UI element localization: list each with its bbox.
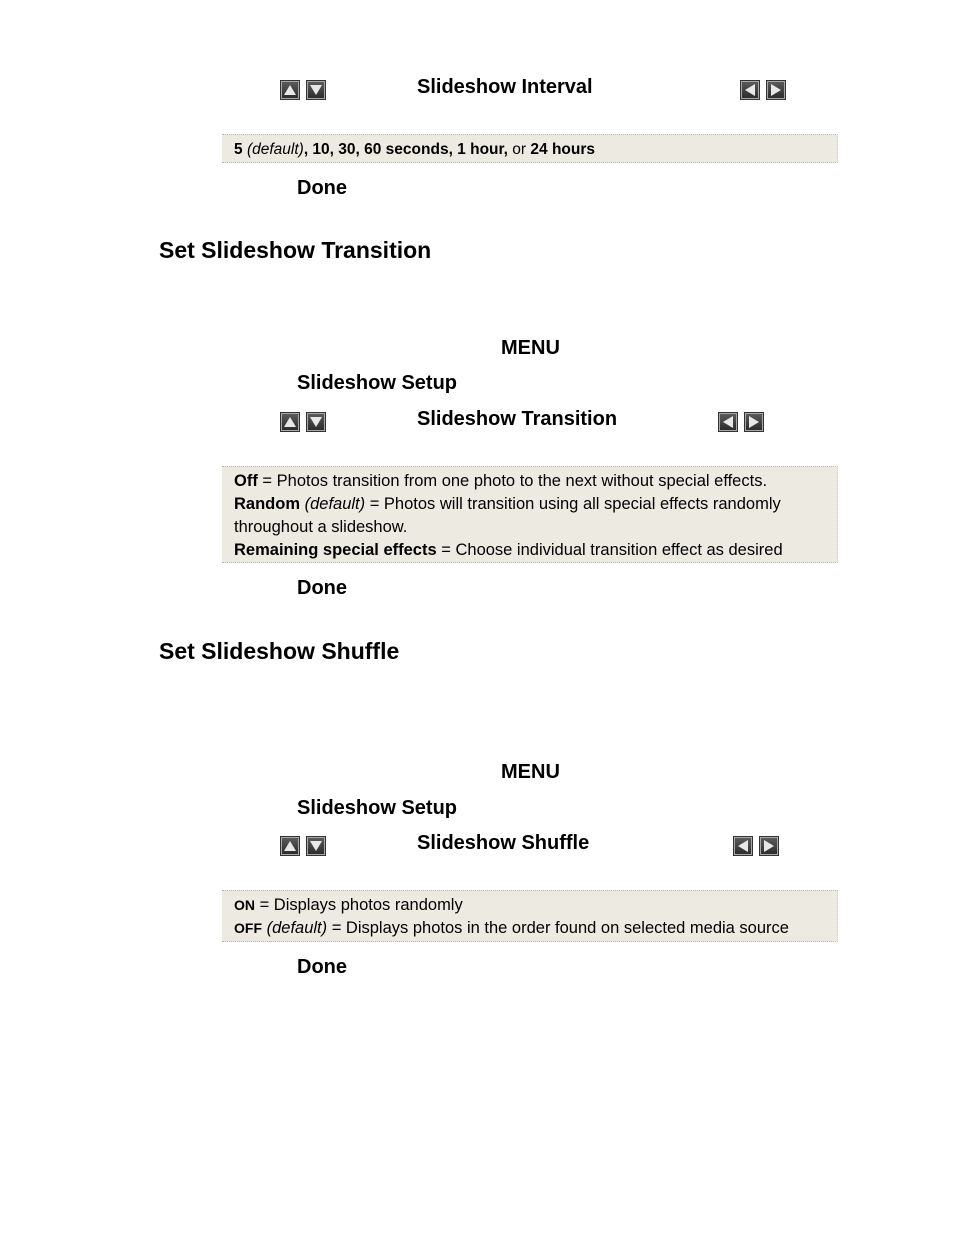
off-description: = Photos transition from one photo to the next without special effects. — [257, 472, 768, 490]
transition-random-line-2: throughout a slideshow. — [234, 518, 408, 536]
done-button-transition[interactable]: Done — [297, 577, 347, 599]
section-heading-transition: Set Slideshow Transition — [159, 237, 432, 263]
down-arrow-icon[interactable] — [307, 413, 325, 431]
slideshow-transition-title: Slideshow Transition — [417, 408, 618, 430]
right-arrow-icon[interactable] — [745, 413, 763, 431]
shuffle-off-line — [234, 917, 825, 940]
off-label: OFF — [234, 920, 262, 936]
slideshow-shuffle-title: Slideshow Shuffle — [417, 832, 590, 854]
random-description: = Photos will transition using all special effects randomly — [365, 495, 781, 513]
transition-off-line — [234, 470, 825, 493]
right-arrow-icon[interactable] — [760, 837, 778, 855]
default-tag: (default) — [246, 141, 304, 158]
done-button-interval[interactable]: Done — [297, 177, 347, 199]
transition-remaining-line — [234, 539, 825, 562]
slideshow-setup-label-transition: Slideshow Setup — [297, 372, 458, 394]
left-arrow-icon[interactable] — [719, 413, 737, 431]
up-arrow-icon[interactable] — [281, 413, 299, 431]
remaining-description: = Choose individual transition effect as desired — [436, 541, 783, 559]
remaining-label: Remaining special effects — [234, 541, 437, 559]
shuffle-on-line — [234, 894, 825, 917]
down-arrow-icon[interactable] — [307, 837, 325, 855]
slideshow-interval-title: Slideshow Interval — [417, 76, 593, 98]
interval-options-line — [234, 138, 825, 161]
on-label: ON — [234, 897, 255, 913]
transition-options-box — [222, 466, 838, 563]
section-heading-shuffle: Set Slideshow Shuffle — [159, 638, 400, 664]
off-label: Off — [234, 472, 258, 490]
transition-random-line — [234, 493, 825, 516]
down-arrow-icon[interactable] — [307, 81, 325, 99]
interval-values: , 10, 30, 60 seconds, 1 hour, — [303, 141, 508, 158]
slideshow-setup-label-shuffle: Slideshow Setup — [297, 797, 458, 819]
menu-label-transition: MENU — [501, 337, 560, 359]
on-description: = Displays photos randomly — [255, 896, 463, 914]
interval-value-5: 5 — [234, 141, 243, 158]
up-arrow-icon[interactable] — [281, 81, 299, 99]
interval-value-24h: 24 hours — [530, 141, 596, 158]
left-arrow-icon[interactable] — [734, 837, 752, 855]
right-arrow-icon[interactable] — [767, 81, 785, 99]
menu-label-shuffle: MENU — [501, 761, 560, 783]
shuffle-options-box — [222, 890, 838, 942]
default-tag: (default) — [304, 495, 366, 513]
done-button-shuffle[interactable]: Done — [297, 956, 347, 978]
or-text: or — [508, 141, 531, 158]
off-description: = Displays photos in the order found on selected media source — [327, 919, 789, 937]
default-tag: (default) — [266, 919, 328, 937]
interval-options-box — [222, 134, 838, 163]
left-arrow-icon[interactable] — [741, 81, 759, 99]
up-arrow-icon[interactable] — [281, 837, 299, 855]
random-label: Random — [234, 495, 300, 513]
